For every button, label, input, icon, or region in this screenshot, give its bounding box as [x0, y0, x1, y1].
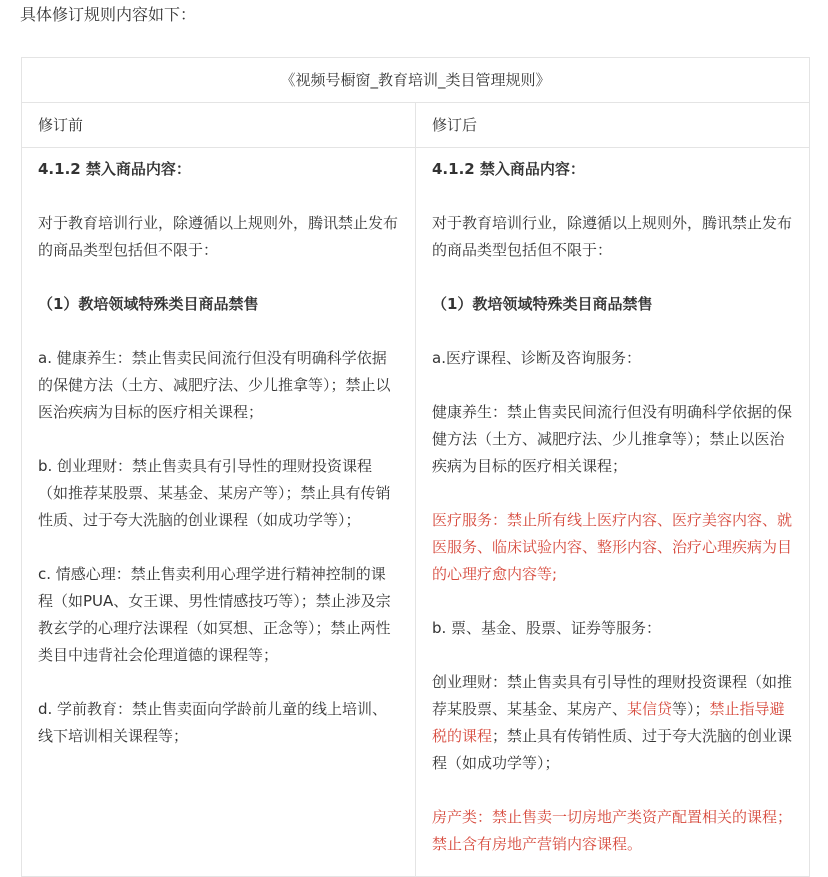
before-item-d: d. 学前教育：禁止售卖面向学龄前儿童的线上培训、线下培训相关课程等；: [38, 700, 388, 745]
table-title: 《视频号橱窗_教育培训_类目管理规则》: [22, 58, 810, 103]
intro-text: 具体修订规则内容如下：: [20, 5, 197, 24]
before-item-b: b. 创业理财：禁止售卖具有引导性的理财投资课程（如推荐某股票、某基金、某房产等）；禁止具有传销性质、过于夸大洗脑的创业课程（如成功学等）；: [38, 457, 391, 529]
after-column: [416, 148, 810, 877]
after-medical: 医疗服务：禁止所有线上医疗内容、医疗美容内容、就医服务、临床试验内容、整形内容、治疗心理疾病为目的心理疗愈内容等;: [432, 511, 793, 583]
before-item-c: c. 情感心理：禁止售卖利用心理学进行精神控制的课程（如PUA、女王课、男性情感技巧等）；禁止涉及宗教玄学的心理疗法课程（如冥想、正念等）；禁止两性类目中违背社会伦理道德的课程等；: [38, 565, 391, 664]
after-finance-tax: 禁止指导避税的课程: [432, 700, 785, 745]
before-column: [22, 148, 416, 877]
revision-table: [21, 57, 810, 877]
before-section-title: 4.1.2 禁入商品内容：: [38, 160, 191, 178]
table-title-row: [22, 58, 810, 103]
after-finance-part2: 等）；: [672, 700, 710, 718]
after-health: 健康养生：禁止售卖民间流行但没有明确科学依据的保健方法（土方、减肥疗法、少儿推拿等）；禁止以医治疾病为目标的医疗相关课程；: [432, 403, 793, 475]
after-lead: 对于教育培训行业，除遵循以上规则外，腾讯禁止发布的商品类型包括但不限于：: [432, 214, 793, 259]
before-item-a: a. 健康养生：禁止售卖民间流行但没有明确科学依据的保健方法（土方、减肥疗法、少儿推拿等）；禁止以医治疾病为目标的医疗相关课程；: [38, 349, 391, 421]
after-realestate: 房产类：禁止售卖一切房地产类资产配置相关的课程；禁止含有房地产营销内容课程。: [432, 808, 793, 853]
after-section-title: 4.1.2 禁入商品内容：: [432, 160, 585, 178]
after-item-b-title: b. 票、基金、股票、证券等服务：: [432, 619, 662, 637]
before-lead: 对于教育培训行业，除遵循以上规则外，腾讯禁止发布的商品类型包括但不限于：: [38, 214, 399, 259]
after-finance-credit: 某信贷: [627, 700, 673, 718]
before-subsection-title: （1）教培领域特殊类目商品禁售: [38, 295, 259, 313]
after-item-a-title: a.医疗课程、诊断及咨询服务：: [432, 349, 641, 367]
header-after: 修订后: [416, 103, 810, 148]
after-subsection-title: （1）教培领域特殊类目商品禁售: [432, 295, 653, 313]
after-finance-part1: 创业理财：禁止售卖具有引导性的理财投资课程（如推荐某股票、某基金、某房产、: [432, 673, 793, 718]
after-finance: [432, 669, 793, 777]
after-finance-part3: ；禁止具有传销性质、过于夸大洗脑的创业课程（如成功学等）；: [432, 727, 793, 772]
header-before: 修订前: [22, 103, 416, 148]
table-header-row: [22, 103, 810, 148]
table-body-row: [22, 148, 810, 877]
